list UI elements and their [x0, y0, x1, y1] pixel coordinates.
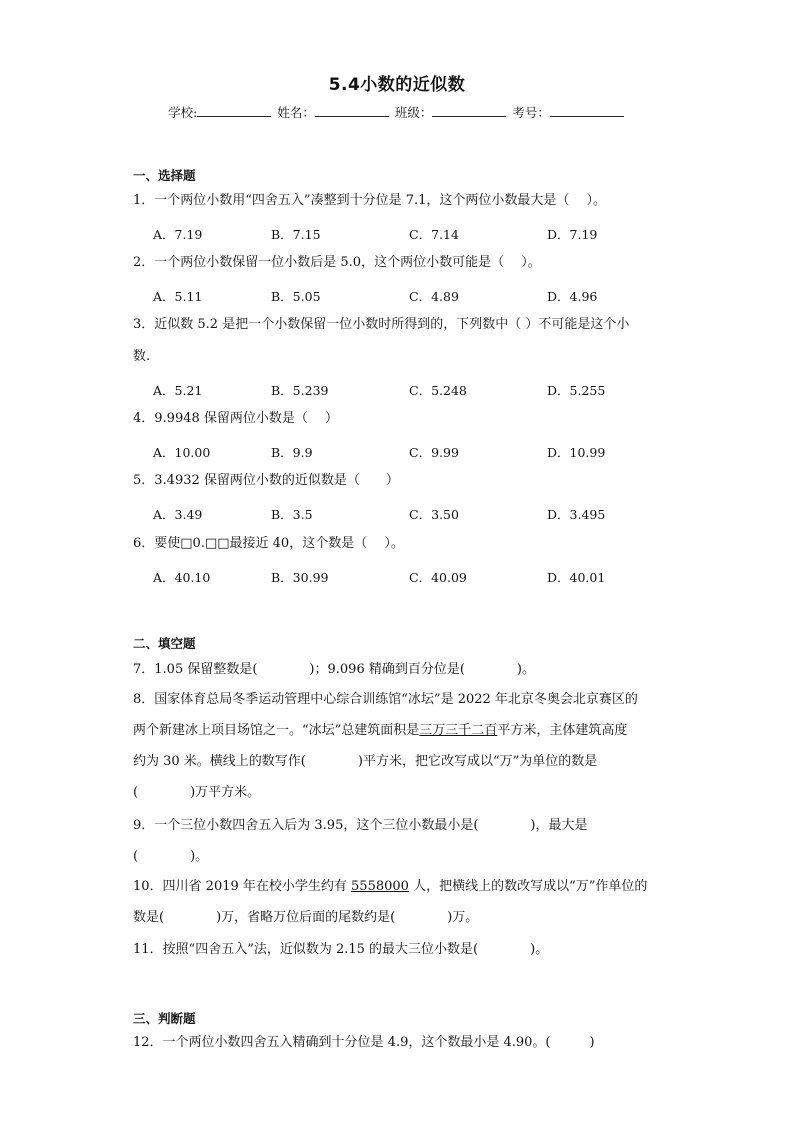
question-5: 5．3.4932 保留两位小数的近似数是（ ） — [133, 473, 399, 488]
section-heading-judge: 三、判断题 — [133, 1011, 196, 1026]
question-8-line-2 — [133, 715, 663, 746]
question-1-options — [153, 225, 653, 245]
option-b[interactable]: B．30.99 — [271, 570, 329, 585]
option-c[interactable]: C．40.09 — [409, 570, 467, 585]
option-b[interactable]: B．5.05 — [271, 289, 321, 304]
question-3-line-1: 3．近似数 5.2 是把一个小数保留一位小数时所得到的，下列数中（ ）不可能是这个小 — [133, 317, 630, 332]
question-3-line-2: 数. — [133, 349, 151, 364]
class-field[interactable] — [432, 104, 506, 117]
option-d[interactable]: D．4.96 — [547, 289, 598, 304]
question-9-line-2: ( )。 — [133, 849, 209, 864]
option-d[interactable]: D．10.99 — [547, 445, 606, 460]
question-1: 1．一个两位小数用“四舍五入”凑整到十分位是 7.1，这个两位小数最大是（ ）。 — [133, 193, 607, 208]
q8-underlined-number: 三万三千二百 — [419, 723, 498, 738]
option-b[interactable]: B．7.15 — [271, 227, 321, 242]
option-a[interactable]: A．5.11 — [153, 289, 203, 304]
option-c[interactable]: C．4.89 — [409, 289, 459, 304]
school-field[interactable] — [197, 104, 271, 117]
school-label: 学校: — [168, 105, 198, 120]
section-heading-choice: 一、选择题 — [133, 168, 196, 183]
option-d[interactable]: D．5.255 — [547, 383, 606, 398]
q10-underlined-number: 5558000 — [351, 879, 409, 894]
question-5-options — [153, 505, 653, 525]
page-title: 5.4小数的近似数 — [328, 75, 466, 95]
q8-text-b: 平方米，主体建筑高度 — [497, 723, 628, 738]
question-10-line-1 — [133, 871, 663, 902]
question-4-options — [153, 443, 653, 463]
question-6-options — [153, 568, 653, 588]
student-info-line — [0, 103, 794, 121]
question-2-options — [153, 287, 653, 307]
option-a[interactable]: A．5.21 — [153, 383, 203, 398]
question-2: 2．一个两位小数保留一位小数后是 5.0，这个两位小数可能是（ ）。 — [133, 255, 541, 270]
question-6: 6．要使□0.□□最接近 40，这个数是（ ）。 — [133, 536, 404, 551]
q10-text-a: 10．四川省 2019 年在校小学生约有 — [133, 879, 352, 894]
option-c[interactable]: C．9.99 — [409, 445, 459, 460]
option-c[interactable]: C．3.50 — [409, 507, 459, 522]
question-12: 12．一个两位小数四舍五入精确到十分位是 4.9，这个数最小是 4.90。( ) — [133, 1035, 595, 1050]
class-label: 班级： — [394, 105, 433, 120]
option-c[interactable]: C．5.248 — [409, 383, 467, 398]
name-field[interactable] — [315, 104, 389, 117]
option-d[interactable]: D．7.19 — [547, 227, 598, 242]
question-10-line-2: 数是( )万，省略万位后面的尾数约是( )万。 — [133, 910, 479, 925]
question-4: 4．9.9948 保留两位小数是（ ） — [133, 411, 339, 426]
name-label: 姓名： — [277, 105, 315, 120]
question-9-line-1: 9．一个三位小数四舍五入后为 3.95，这个三位小数最小是( )，最大是 — [133, 818, 588, 833]
exam-number-label: 考号： — [512, 105, 550, 120]
exam-number-field[interactable] — [550, 104, 624, 117]
section-heading-fill: 二、填空题 — [133, 636, 196, 651]
option-a[interactable]: A．3.49 — [153, 507, 203, 522]
option-b[interactable]: B．3.5 — [271, 507, 313, 522]
question-8-line-3: 约为 30 米。横线上的数写作( )平方米，把它改写成以“万”为单位的数是 — [133, 754, 598, 769]
question-8-line-1: 8．国家体育总局冬季运动管理中心综合训练馆“冰坛”是 2022 年北京冬奥会北京赛区的 — [133, 692, 638, 707]
option-b[interactable]: B．9.9 — [271, 445, 313, 460]
question-11: 11．按照“四舍五入”法，近似数为 2.15 的最大三位小数是( )。 — [133, 942, 549, 957]
q8-text-a: 两个新建冰上项目场馆之一。“冰坛”总建筑面积是 — [133, 723, 420, 738]
question-8-line-4: ( )万平方米。 — [133, 785, 261, 800]
question-7: 7．1.05 保留整数是( )；9.096 精确到百分位是( )。 — [133, 662, 535, 677]
option-a[interactable]: A．7.19 — [153, 227, 203, 242]
q10-text-b: 人，把横线上的数改写成以“万”作单位的 — [408, 879, 648, 894]
option-a[interactable]: A．40.10 — [153, 570, 211, 585]
option-b[interactable]: B．5.239 — [271, 383, 329, 398]
question-3-options — [153, 381, 653, 401]
option-c[interactable]: C．7.14 — [409, 227, 459, 242]
option-d[interactable]: D．3.495 — [547, 507, 606, 522]
option-a[interactable]: A．10.00 — [153, 445, 211, 460]
option-d[interactable]: D．40.01 — [547, 570, 606, 585]
